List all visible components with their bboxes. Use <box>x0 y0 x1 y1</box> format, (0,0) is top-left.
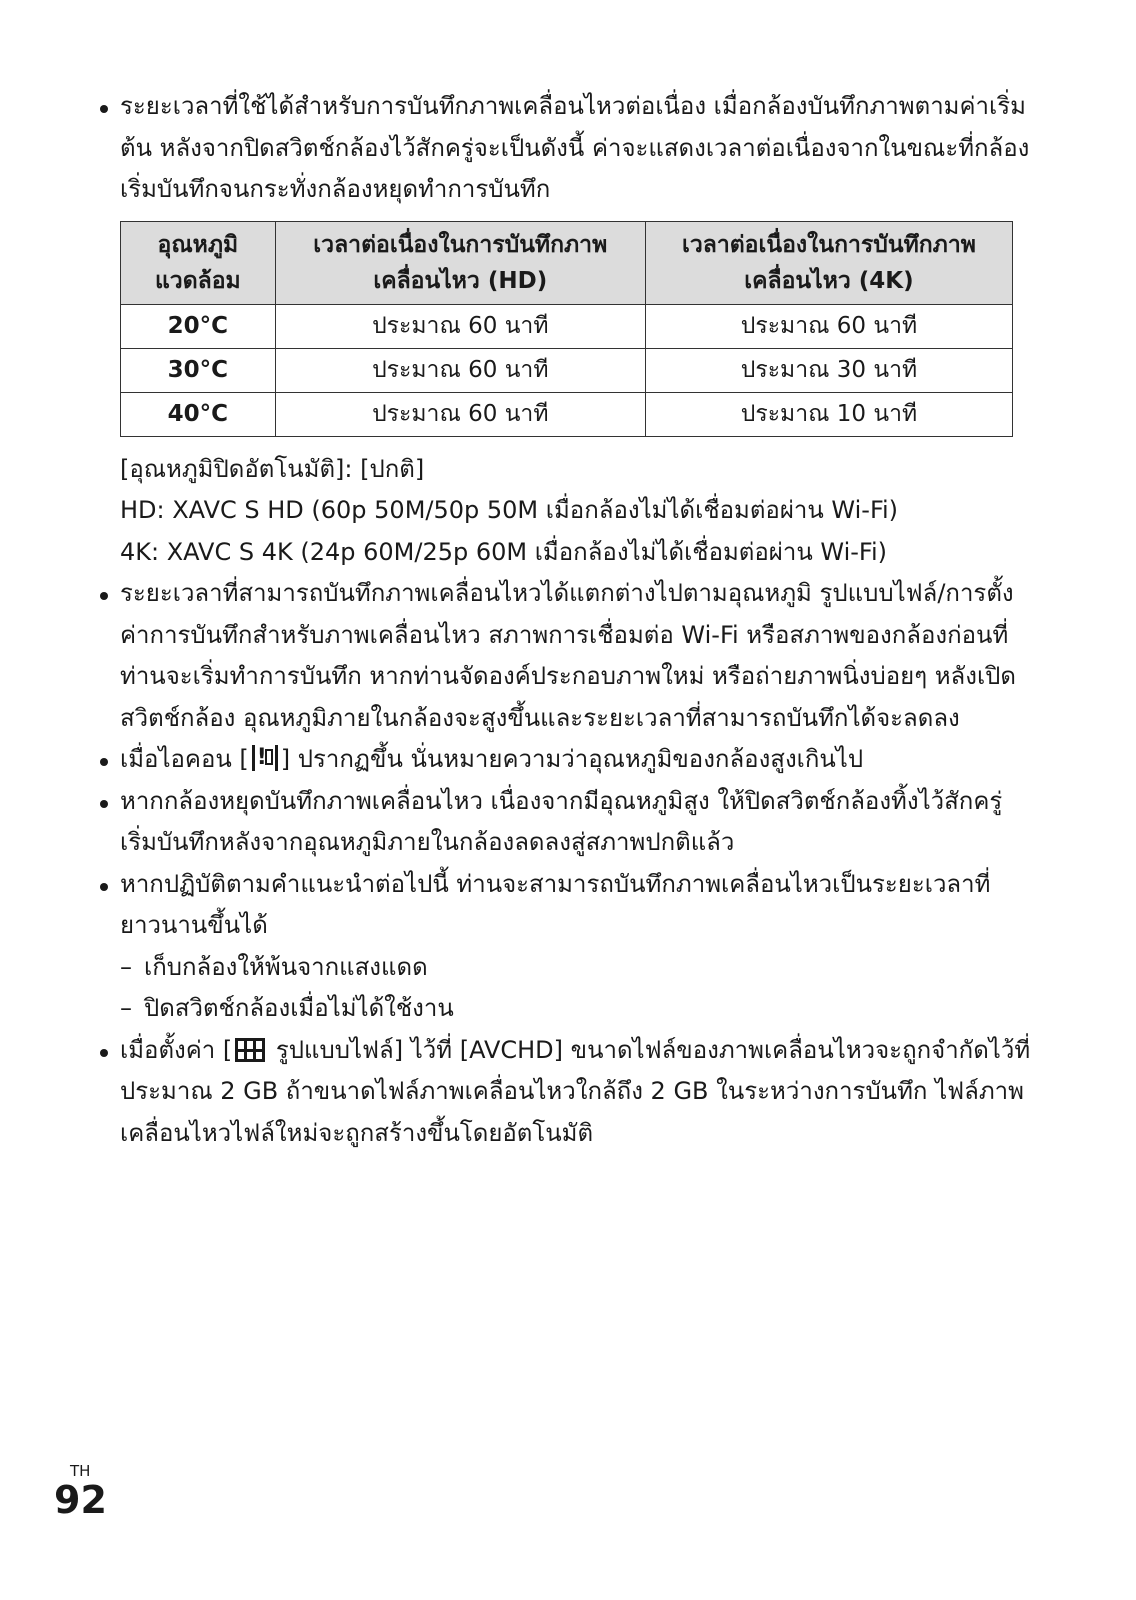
table-cell-4k: ประมาณ 30 นาที <box>645 348 1012 392</box>
table-row <box>121 348 1013 392</box>
table-row <box>121 304 1013 348</box>
table-cell-temp: 30°C <box>121 348 276 392</box>
tip-text: เก็บกล้องให้พ้นจากแสงแดด <box>144 952 428 981</box>
language-label: TH <box>70 1462 91 1480</box>
overheat-text-after: ] ปรากฏขึ้น นั่นหมายความว่าอุณหภูมิของกล้องสูงเกินไป <box>280 745 864 773</box>
table-cell-temp: 40°C <box>121 392 276 436</box>
header-4k-time: เวลาต่อเนื่องในการบันทึกภาพเคลื่อนไหว (4K) <box>645 221 1012 304</box>
overheat-warning-icon <box>252 745 278 771</box>
header-ambient-temp: อุณหภูมิแวดล้อม <box>121 221 276 304</box>
paragraph-recording-factors: ระยะเวลาที่สามารถบันทึกภาพเคลื่อนไหวได้แตกต่างไปตามอุณหภูมิ รูปแบบไฟล์/การตั้งค่าการบันทึกสำหรับภาพเคลื่อนไหว สภาพการเชื่อมต่อ Wi-Fi หรือสภาพของกล้องก่อนที่ท่านจะเริ่มทำการบันทึก หากท่านจัดองค์ประกอบภาพใหม่ หรือถ่ายภาพนิ่งบ่อยๆ หลังเปิดสวิตช์กล้อง อุณหภูมิภายในกล้องจะสูงขึ้นและระยะเวลาที่สามารถบันทึกได้จะลดลง <box>96 573 1036 739</box>
dash-mark: – <box>120 994 132 1022</box>
note-4k-format: 4K: XAVC S 4K (24p 60M/25p 60M เมื่อกล้องไม่ได้เชื่อมต่อผ่าน Wi-Fi) <box>120 537 888 566</box>
note-auto-power-off: [อุณหภูมิปิดอัตโนมัติ]: [ปกติ] <box>120 454 425 483</box>
header-hd-time: เวลาต่อเนื่องในการบันทึกภาพเคลื่อนไหว (HD) <box>275 221 645 304</box>
tip-text: ปิดสวิตช์กล้องเมื่อไม่ได้ใช้งาน <box>144 994 454 1022</box>
paragraph-avchd-limit <box>96 1030 1036 1155</box>
table-row <box>121 392 1013 436</box>
table-cell-4k: ประมาณ 10 นาที <box>645 392 1012 436</box>
table-cell-4k: ประมาณ 60 นาที <box>645 304 1012 348</box>
table-cell-hd: ประมาณ 60 นาที <box>275 348 645 392</box>
avchd-text-after: รูปแบบไฟล์] ไว้ที่ [AVCHD] ขนาดไฟล์ของภาพเคลื่อนไหวจะถูกจำกัดไว้ที่ประมาณ 2 GB ถ้าขนาดไฟล์ภาพเคลื่อนไหวใกล้ถึง 2 GB ในระหว่างการบันทึก ไฟล์ภาพเคลื่อนไหวไฟล์ใหม่จะถูกสร้างขึ้นโดยอัตโนมัติ <box>120 1035 1031 1147</box>
note-hd-format: HD: XAVC S HD (60p 50M/50p 50M เมื่อกล้องไม่ได้เชื่อมต่อผ่าน Wi-Fi) <box>120 496 899 524</box>
table-cell-hd: ประมาณ 60 นาที <box>275 392 645 436</box>
dash-mark: – <box>120 952 132 981</box>
tip-item <box>96 947 1036 989</box>
avchd-text-before: เมื่อตั้งค่า [ <box>120 1035 233 1064</box>
table-cell-temp: 20°C <box>121 304 276 348</box>
paragraph-tips-intro: หากปฏิบัติตามคำแนะนำต่อไปนี้ ท่านจะสามารถบันทึกภาพเคลื่อนไหวเป็นระยะเวลาที่ยาวนานขึ้นได้ <box>96 864 1036 947</box>
page-content <box>96 86 1036 1154</box>
table-cell-hd: ประมาณ 60 นาที <box>275 304 645 348</box>
page-number: 92 <box>54 1478 107 1522</box>
temperature-table <box>120 221 1013 437</box>
movie-file-format-icon <box>235 1038 265 1062</box>
paragraph-overheat-icon <box>96 739 1036 781</box>
tip-item <box>96 988 1036 1030</box>
paragraph-stop-recording: หากกล้องหยุดบันทึกภาพเคลื่อนไหว เนื่องจากมีอุณหภูมิสูง ให้ปิดสวิตช์กล้องทิ้งไว้สักครู่ เริ่มบันทึกหลังจากอุณหภูมิภายในกล้องลดลงสู่สภาพปกติแล้ว <box>96 781 1036 864</box>
overheat-text-before: เมื่อไอคอน [ <box>120 745 249 773</box>
paragraph-recording-time: ระยะเวลาที่ใช้ได้สำหรับการบันทึกภาพเคลื่อนไหวต่อเนื่อง เมื่อกล้องบันทึกภาพตามค่าเริ่มต้น หลังจากปิดสวิตช์กล้องไว้สักครู่จะเป็นดังนี้ ค่าจะแสดงเวลาต่อเนื่องจากในขณะที่กล้องเริ่มบันทึกจนกระทั่งกล้องหยุดทำการบันทึก <box>96 86 1036 211</box>
table-header-row <box>121 221 1013 304</box>
